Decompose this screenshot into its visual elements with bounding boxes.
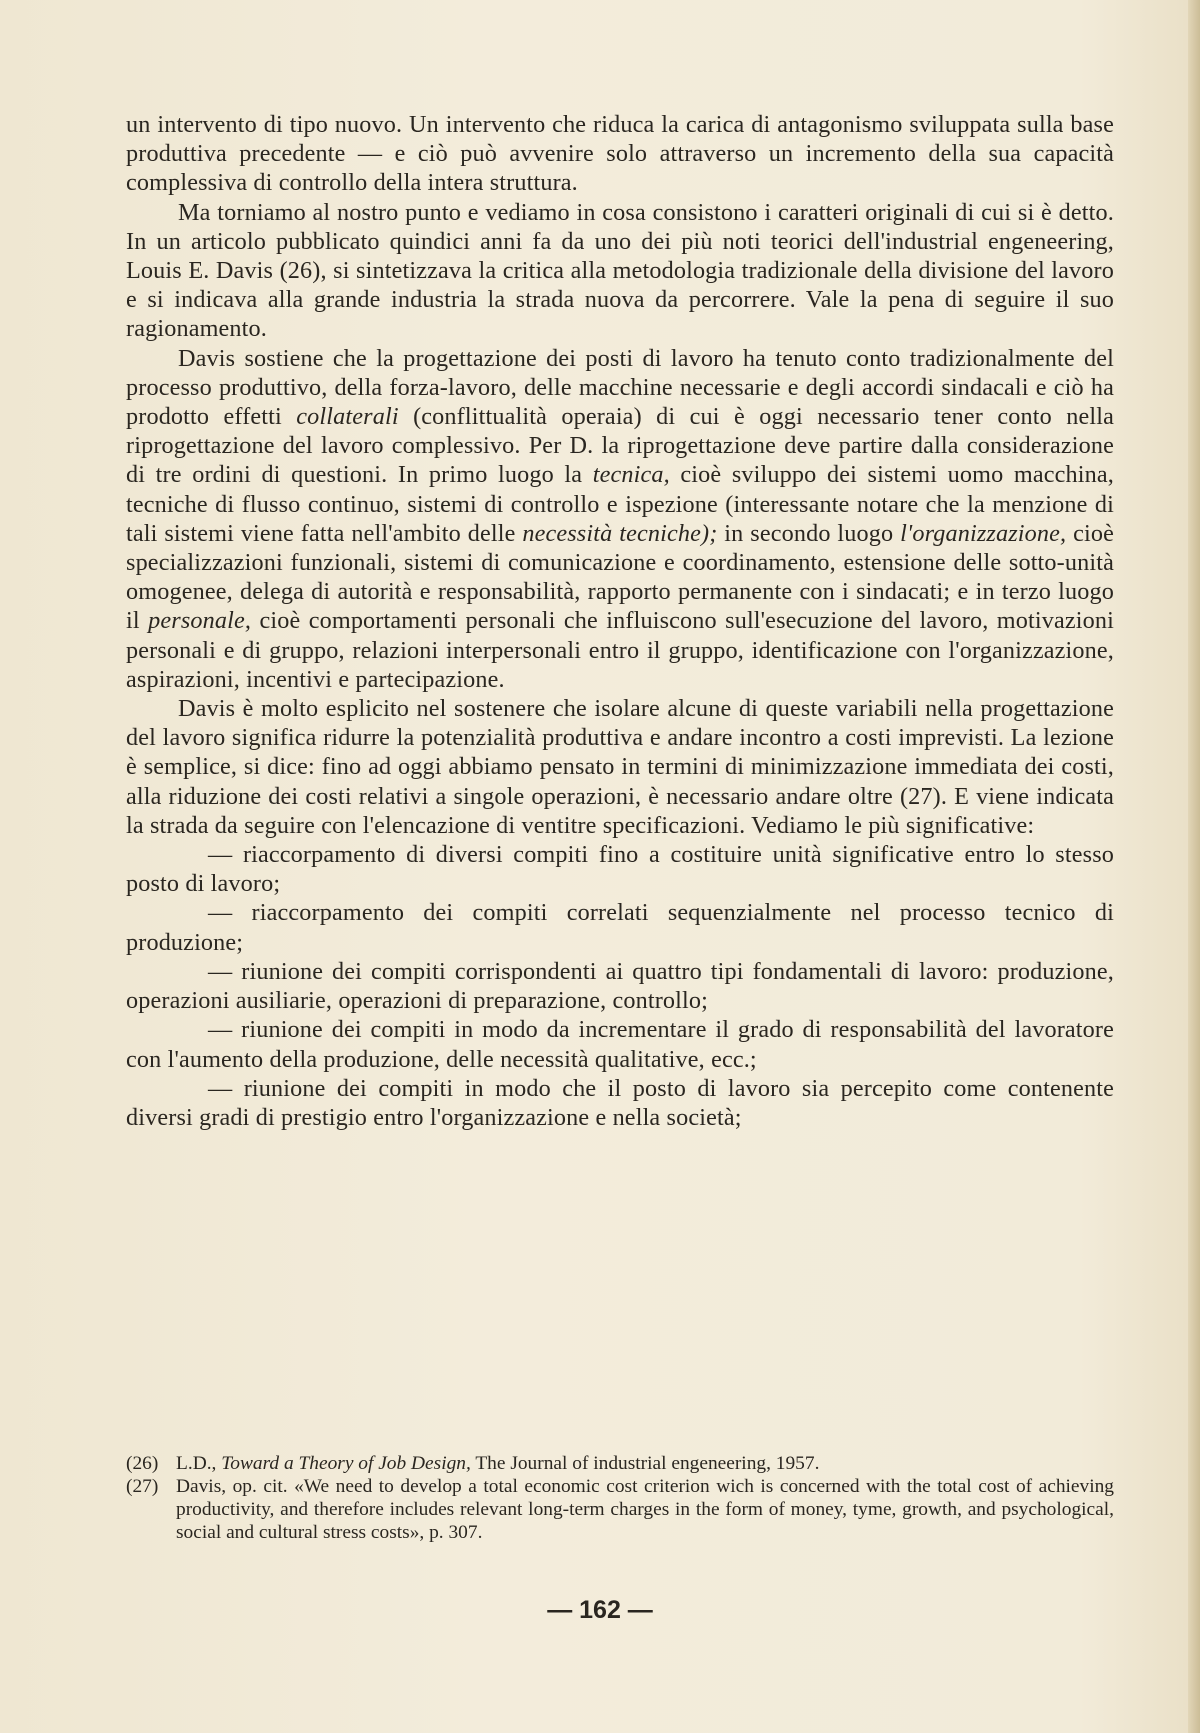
body-text <box>126 110 1114 1132</box>
paragraph <box>126 694 1114 840</box>
paragraph-text: cioè sviluppo dei sistemi uomo macchina, tecniche di flusso continuo, sistemi di controllo e ispezione (interessante notare che la menzione di tali sistemi viene fatta nell'ambito delle <box>126 461 1114 547</box>
list-item: — riunione dei compiti corrispondenti ai quattro tipi fondamentali di lavoro: produzione, operazioni ausiliarie, operazioni di preparazione, controllo; <box>126 957 1114 1015</box>
footnote-number: (27) <box>126 1476 159 1497</box>
paragraph-text: (conflittualità operaia) di cui è oggi necessario tener conto nella riprogettazione del lavoro complessivo. Per D. la riprogettazione deve partire dalla considerazione di tre ordini di questioni. In primo luogo la <box>126 403 1114 489</box>
footnote-text <box>176 1475 1114 1544</box>
footnote-source: The Journal of industrial engeneering, 1957. <box>470 1453 820 1474</box>
footnotes <box>126 1452 1114 1544</box>
list-item: — riaccorpamento dei compiti correlati sequenzialmente nel processo tecnico di produzione; <box>126 899 1114 956</box>
footnote-quote: Davis, op. cit. «We need to develop a total economic cost criterion wich is concerned with the total cost of achieving productivity, and therefore includes relevant long-term charges in the form of money, tyme, growth, and psychological, social and cultural stress costs», p. 307. <box>176 1476 1114 1543</box>
italic-term: tecnica, <box>592 461 670 489</box>
page-number: — 162 — <box>547 1596 653 1624</box>
paragraph <box>126 198 1114 344</box>
footnote-text <box>176 1452 1114 1475</box>
italic-term: l'organizzazione, <box>900 519 1067 547</box>
footnote-title: Toward a Theory of Job Design, <box>221 1453 471 1474</box>
paragraph-text: cioè specializzazioni funzionali, sistemi di comunicazione e coordinamento, estensione delle sotto-unità omogenee, delega di autorità e responsabilità, rapporto permanente con i sindacati; e in terzo luogo il <box>126 519 1114 635</box>
list-item: — riunione dei compiti in modo da incrementare il grado di responsabilità del lavoratore con l'aumento della produzione, delle necessità qualitative, ecc.; <box>126 1016 1114 1073</box>
paragraph-text: Davis sostiene che la progettazione dei posti di lavoro ha tenuto conto tradizionalmente del processo produttivo, della forza-lavoro, delle macchine necessarie e degli accordi sindacali e ciò ha prodotto effetti <box>126 344 1114 431</box>
paragraph <box>126 344 1114 694</box>
paragraph-text: un intervento di tipo nuovo. Un intervento che riduca la carica di antagonismo sviluppata sulla base produttiva precedente — e ciò può avvenire solo attraverso un incremento della sua capacità complessiva di controllo della intera struttura. <box>126 111 1114 197</box>
italic-term: necessità tecniche); <box>522 519 718 547</box>
paragraph-text: in secondo luogo <box>717 519 901 547</box>
italic-term: personale, <box>148 607 252 635</box>
italic-term: collaterali <box>296 403 399 431</box>
list-item: — riaccorpamento di diversi compiti fino a costituire unità significative entro lo stesso posto di lavoro; <box>126 841 1114 898</box>
footnote <box>126 1475 1114 1544</box>
footnote-author: L.D., <box>176 1453 222 1474</box>
paragraph-text: Ma torniamo al nostro punto e vediamo in cosa consistono i caratteri originali di cui si è detto. In un articolo pubblicato quindici anni fa da uno dei più noti teorici dell'industrial engeneering, Louis E. Davis (26), si sintetizzava la critica alla metodologia tradizionale della divisione del lavoro e si indicava alla grande industria la strada nuova da percorrere. Vale la pena di seguire il suo ragionamento. <box>126 198 1114 343</box>
page-edge <box>1188 0 1200 1733</box>
footnote <box>126 1452 1114 1475</box>
footnote-number: (26) <box>126 1453 159 1474</box>
list-item: — riunione dei compiti in modo che il posto di lavoro sia percepito come contenente diversi gradi di prestigio entro l'organizzazione e nella società; <box>126 1074 1114 1131</box>
paragraph <box>126 110 1114 198</box>
paragraph-text: cioè comportamenti personali che influiscono sull'esecuzione del lavoro, motivazioni personali e di gruppo, relazioni interpersonali entro il gruppo, identificazione con l'organizzazione, aspirazioni, incentivi e partecipazione. <box>126 607 1114 693</box>
paragraph-text: Davis è molto esplicito nel sostenere che isolare alcune di queste variabili nella progettazione del lavoro significa ridurre la potenzialità produttiva e andare incontro a costi imprevisti. La lezione è semplice, si dice: fino ad oggi abbiamo pensato in termini di minimizzazione immediata dei costi, alla riduzione dei costi relativi a singole operazioni, è necessario andare oltre (27). E viene indicata la strada da seguire con l'elencazione di ventitre specificazioni. Vediamo le più significative: <box>126 695 1114 839</box>
